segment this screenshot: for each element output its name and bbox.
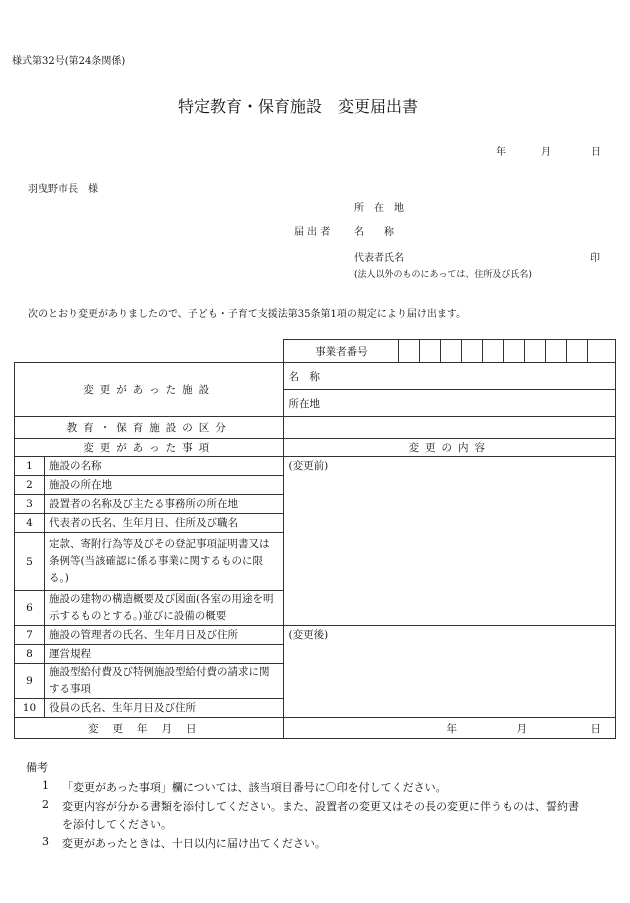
note-text: 変更内容が分かる書類を添付してください。また、設置者の変更又はその長の変更に伴うものは、誓約書: [62, 800, 579, 813]
facility-name-field[interactable]: [284, 363, 616, 390]
item-number[interactable]: 9: [15, 664, 45, 699]
business-number-digit[interactable]: [587, 340, 615, 363]
date-year-label: 年: [496, 147, 506, 158]
item-number[interactable]: 10: [15, 699, 45, 718]
item-number[interactable]: 3: [15, 495, 45, 514]
date-month-label: 月: [541, 147, 551, 158]
form-number: 様式第32号(第24条関係): [12, 56, 126, 67]
date-day-label: 日: [591, 147, 601, 158]
item-text: 施設の管理者の氏名、生年月日及び住所: [44, 626, 284, 645]
intro-text: 次のとおり変更がありましたので、子ども・子育て支援法第35条第1項の規定により届け出ます。: [28, 309, 467, 320]
note-number: 2: [42, 798, 49, 811]
items-header: 変更があった事項: [15, 439, 284, 457]
item-number[interactable]: 5: [15, 533, 45, 591]
item-number[interactable]: 4: [15, 514, 45, 533]
business-number-digit[interactable]: [546, 340, 567, 363]
business-number-digit[interactable]: [525, 340, 546, 363]
item-text: 運営規程: [44, 645, 284, 664]
change-form-table: [14, 339, 616, 739]
facility-address-label: 所在地: [288, 397, 320, 410]
business-number-digit[interactable]: [567, 340, 588, 363]
after-content-field[interactable]: [284, 626, 616, 718]
notes-heading: 備考: [26, 761, 48, 774]
content-header: 変更の内容: [284, 439, 616, 457]
item-text: 定款、寄附行為等及びその登記事項証明書又は条例等(当該確認に係る事業に関するものに限る。): [44, 533, 284, 591]
item-text: 施設の名称: [44, 457, 284, 476]
applicant-rep-label: 代表者氏名: [354, 253, 404, 264]
item-text: 設置者の名称及び主たる事務所の所在地: [44, 495, 284, 514]
category-field[interactable]: [284, 417, 616, 439]
changed-facility-label: 変更があった施設: [15, 363, 284, 417]
item-text: 役員の氏名、生年月日及び住所: [44, 699, 284, 718]
addressee: 羽曳野市長 様: [28, 184, 98, 195]
before-content-field[interactable]: [284, 457, 616, 626]
change-year-label: 年: [446, 723, 457, 735]
item-text: 代表者の氏名、生年月日、住所及び職名: [44, 514, 284, 533]
item-number[interactable]: 8: [15, 645, 45, 664]
change-date-field[interactable]: [284, 718, 616, 739]
item-number[interactable]: 7: [15, 626, 45, 645]
applicant-name-label: 名 称: [354, 227, 394, 238]
item-text: 施設の所在地: [44, 476, 284, 495]
business-number-digit[interactable]: [420, 340, 441, 363]
note-text: 変更があったときは、十日以内に届け出てください。: [62, 837, 326, 850]
item-text: 施設型給付費及び特例施設型給付費の請求に関する事項: [44, 664, 284, 699]
applicant-group-label: 届 出 者: [294, 227, 331, 238]
item-number[interactable]: 1: [15, 457, 45, 476]
applicant-note: (法人以外のものにあっては、住所及び氏名): [354, 270, 532, 280]
change-date-label: 変更年月日: [15, 718, 284, 739]
business-number-digit[interactable]: [399, 340, 420, 363]
change-day-label: 日: [590, 723, 601, 735]
facility-name-label: 名 称: [288, 370, 320, 383]
business-number-digit[interactable]: [441, 340, 462, 363]
item-text: 施設の建物の構造概要及び図面(各室の用途を明示するものとする。)並びに設備の概要: [44, 591, 284, 626]
category-label: 教育・保育施設の区分: [15, 417, 284, 439]
applicant-address-label: 所 在 地: [354, 203, 404, 214]
item-number[interactable]: 2: [15, 476, 45, 495]
note-text: 「変更があった事項」欄については、該当項目番号に〇印を付してください。: [62, 781, 447, 794]
page-title: 特定教育・保育施設 変更届出書: [178, 97, 419, 116]
facility-address-field[interactable]: [284, 390, 616, 417]
note-text: を添付してください。: [62, 818, 172, 831]
note-number: 3: [42, 835, 49, 848]
business-number-digit[interactable]: [504, 340, 525, 363]
after-label: (変更後): [288, 629, 329, 641]
business-number-digit[interactable]: [483, 340, 504, 363]
seal-mark: 印: [590, 253, 600, 264]
blank-cell: [15, 340, 284, 363]
change-month-label: 月: [516, 723, 527, 735]
before-label: (変更前): [288, 460, 329, 472]
note-number: 1: [42, 779, 49, 792]
item-number[interactable]: 6: [15, 591, 45, 626]
business-number-label: 事業者番号: [284, 340, 399, 363]
business-number-digit[interactable]: [462, 340, 483, 363]
